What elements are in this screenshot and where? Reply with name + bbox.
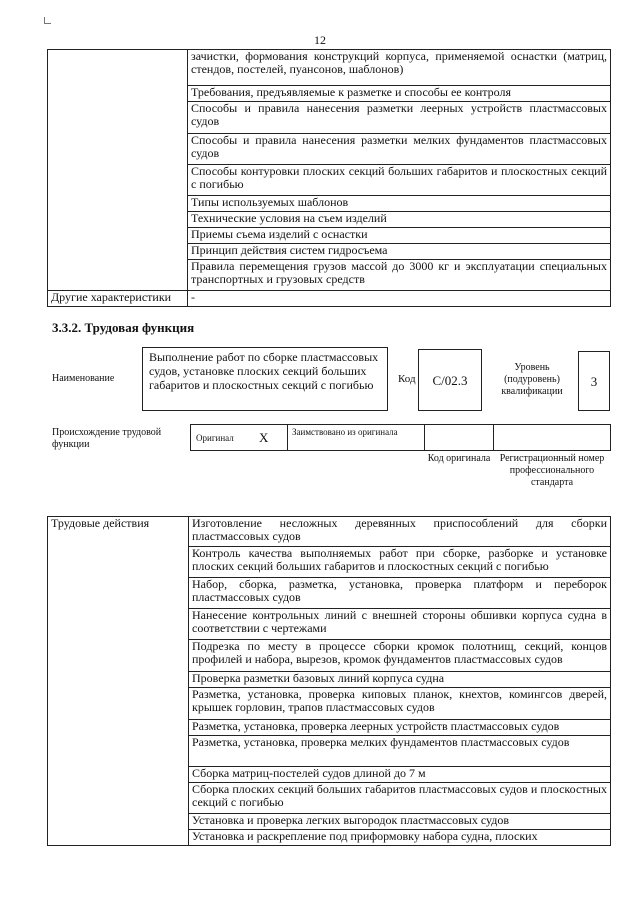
table-row: Контроль качества выполняемых работ при сборке, разборке и установке плоских секций больших габаритов и плоскостных секций с погибью — [189, 547, 611, 578]
borrowed-label: Заимствовано из оригинала — [292, 427, 398, 437]
table-row: Установка и проверка легких выгородок пластмассовых судов — [189, 814, 611, 830]
table-row: Подрезка по месту в процессе сборки кромок полотнищ, секций, концов профилей и набора, вырезов, кромок фундаментов пластмассовых судов — [189, 640, 611, 672]
table-row: Набор, сборка, разметка, установка, проверка платформ и переборок пластмассовых судов — [189, 578, 611, 609]
function-name-box: Выполнение работ по сборке пластмассовых судов, установке плоских секций больших габаритов и плоскостных секций с погибью — [142, 347, 388, 411]
table-row: Нанесение контрольных линий с внешней стороны обшивки корпуса судна в соответствии с чертежами — [189, 609, 611, 640]
table-row: зачистки, формования конструкций корпуса, применяемой оснастки (матриц, стендов, постелей, пуансонов, шаблонов) — [188, 50, 611, 86]
original-mark: X — [259, 430, 269, 445]
table-row: Правила перемещения грузов массой до 3000 кг и эксплуатации специальных транспортных и грузовых средств — [188, 260, 611, 291]
table-row: Приемы съема изделий с оснастки — [188, 228, 611, 244]
table-row: Разметка, установка, проверка леерных устройств пластмассовых судов — [189, 720, 611, 736]
divider — [287, 425, 288, 450]
other-characteristics-value: - — [188, 291, 611, 307]
work-actions-table — [47, 516, 611, 846]
table-row: Разметка, установка, проверка киповых планок, кнехтов, комингсов дверей, крышек горловин, трапов пластмассовых судов — [189, 688, 611, 720]
table-row: Способы и правила нанесения разметки мелких фундаментов пластмассовых судов — [188, 134, 611, 165]
table-row: Изготовление несложных деревянных приспособлений для сборки пластмассовых судов — [189, 517, 611, 547]
table-row: Принцип действия систем гидросъема — [188, 244, 611, 260]
corner-mark — [44, 17, 51, 24]
reg-number-label: Регистрационный номер профессионального стандарта — [499, 453, 605, 488]
knowledge-table — [47, 49, 611, 307]
table-row: Технические условия на съем изделий — [188, 212, 611, 228]
origin-label: Происхождение трудовой функции — [52, 427, 162, 450]
left-empty-cell — [48, 50, 188, 291]
code-original-label: Код оригинала — [427, 453, 491, 464]
section-heading: 3.3.2. Трудовая функция — [52, 320, 195, 335]
divider — [493, 425, 494, 450]
original-label: Оригинал — [196, 433, 234, 443]
page-number: 12 — [314, 33, 326, 47]
other-characteristics-label: Другие характеристики — [48, 291, 188, 307]
level-label: Уровень (подуровень) квалификации — [501, 362, 563, 397]
table-row: Сборка матриц-постелей судов длиной до 7 м — [189, 767, 611, 783]
table-row: Установка и раскрепление под приформовку набора судна, плоских — [189, 830, 611, 846]
table-row: Способы контуровки плоских секций больших габаритов и плоскостных секций с погибью — [188, 165, 611, 196]
table-row: Способы и правила нанесения разметки леерных устройств пластмассовых судов — [188, 102, 611, 134]
code-value-box: C/02.3 — [418, 349, 482, 411]
table-row: Требования, предъявляемые к разметке и способы ее контроля — [188, 86, 611, 102]
name-label: Наименование — [52, 373, 115, 384]
table-row: Проверка разметки базовых линий корпуса судна — [189, 672, 611, 688]
level-value-box: 3 — [578, 351, 610, 411]
table-row: Типы используемых шаблонов — [188, 196, 611, 212]
table-row: Сборка плоских секций больших габаритов пластмассовых судов и плоскостных секций с погибью — [189, 783, 611, 814]
work-actions-label: Трудовые действия — [48, 517, 189, 846]
origin-box — [190, 424, 611, 451]
code-label: Код — [398, 373, 416, 385]
table-row: Разметка, установка, проверка мелких фундаментов пластмассовых судов — [189, 736, 611, 767]
divider — [424, 425, 425, 450]
